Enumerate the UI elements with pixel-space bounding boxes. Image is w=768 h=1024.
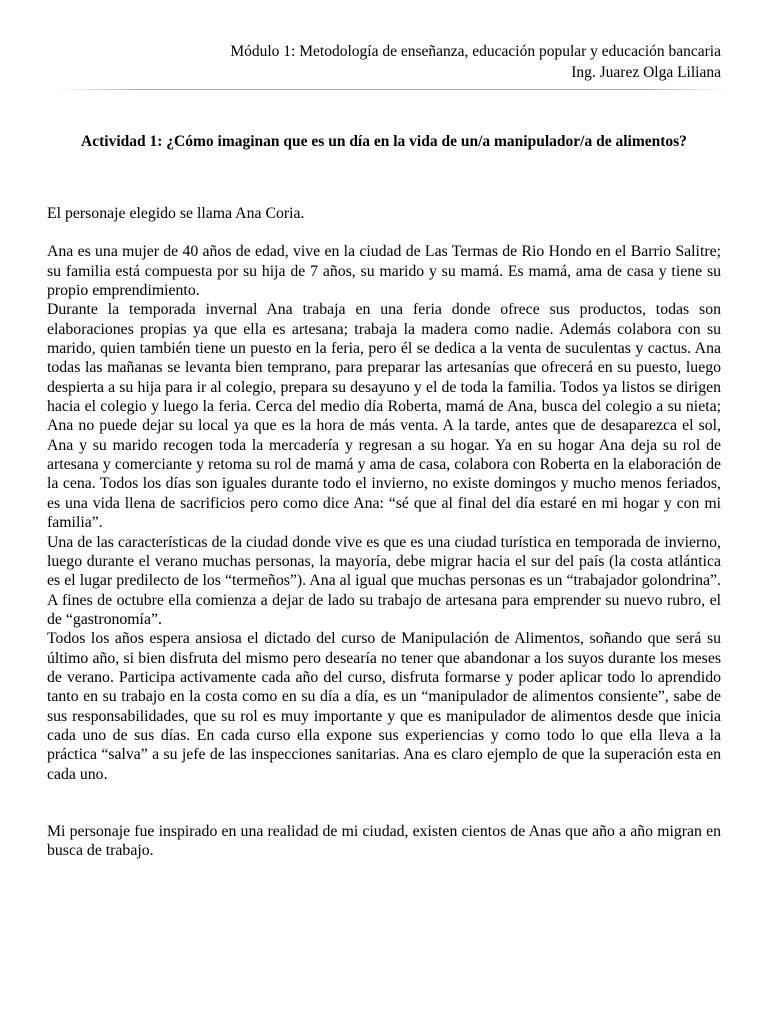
paragraph-city-migration: Una de las características de la ciudad donde vive es que es una ciudad turística en temporada de invierno, luego durante el verano muchas personas, la mayoría, debe migrar hacia el sur del país (la costa atlántica es el lugar predilecto de los “termeños”). Ana al igual que muchas personas es un “trabajador golondrina”. A fines de octubre ella comienza a dejar de lado su trabajo de artesana para emprender su nuevo rubro, el de “gastronomía”. <box>47 533 721 628</box>
header-module-line: Módulo 1: Metodología de enseñanza, educación popular y educación bancaria <box>230 43 721 60</box>
paragraph-character-intro: Ana es una mujer de 40 años de edad, vive en la ciudad de Las Termas de Rio Hondo en el Barrio Salitre; su familia está compuesta por su hija de 7 años, su marido y su mamá. Es mamá, ama de casa y tiene su propio emprendimiento. <box>47 243 721 300</box>
header-author-line: Ing. Juarez Olga Liliana <box>571 64 721 81</box>
document-body <box>47 204 721 861</box>
paragraph-winter-routine: Durante la temporada invernal Ana trabaja en una feria donde ofrece sus productos, todas son elaboraciones propias ya que ella es artesana; trabaja la madera como nadie. Además colabora con su marido, quien también tiene un puesto en la feria, pero él se dedica a la venta de suculentas y cactus. Ana todas las mañanas se levanta bien temprano, para preparar las artesanías que ofrecerá en su puesto, luego despierta a su hija para ir al colegio, prepara su desayuno y el de toda la familia. Todos ya listos se dirigen hacia el colegio y luego la feria. Cerca del medio día Roberta, mamá de Ana, busca del colegio a su nieta; Ana no puede dejar su local ya que es la hora de más venta. A la tarde, antes que de desaparezca el sol, Ana y su marido recogen toda la mercadería y regresan a su hogar. Ya en su hogar Ana deja su rol de artesana y comerciante y retoma su rol de mamá y ama de casa, colabora con Roberta en la elaboración de la cena. Todos los días son iguales durante todo el invierno, no existe domingos y mucho menos feriados, es una vida llena de sacrificios pero como dice Ana: “sé que al final del día estaré en mi hogar y con mi familia”. <box>47 301 721 532</box>
paragraph-spacer <box>47 223 721 242</box>
header-divider <box>58 89 726 90</box>
paragraph-inspiration: Mi personaje fue inspirado en una realidad de mi ciudad, existen cientos de Anas que año a año migran en busca de trabajo. <box>47 822 721 860</box>
page-header <box>81 41 721 83</box>
activity-title: Actividad 1: ¿Cómo imaginan que es un día en la vida de un/a manipulador/a de alimentos? <box>81 133 687 150</box>
paragraph-spacer <box>47 784 721 822</box>
paragraph-food-handling-course: Todos los años espera ansiosa el dictado del curso de Manipulación de Alimentos, soñando que será su último año, si bien disfruta del mismo pero desearía no tener que abandonar a los suyos durante los meses de verano. Participa activamente cada año del curso, disfruta formarse y poder aplicar todo lo aprendido tanto en su trabajo en la costa como en su día a día, es un “manipulador de alimentos consiente”, sabe de sus responsabilidades, que su rol es muy importante y que es manipulador de alimentos desde que inicia cada uno de sus días. En cada curso ella expone sus experiencias y como todo lo que ella lleva a la práctica “salva” a su jefe de las inspecciones sanitarias. Ana es claro ejemplo de que la superación esta en cada uno. <box>47 630 721 783</box>
paragraph-character-name: El personaje elegido se llama Ana Coria. <box>47 205 305 222</box>
